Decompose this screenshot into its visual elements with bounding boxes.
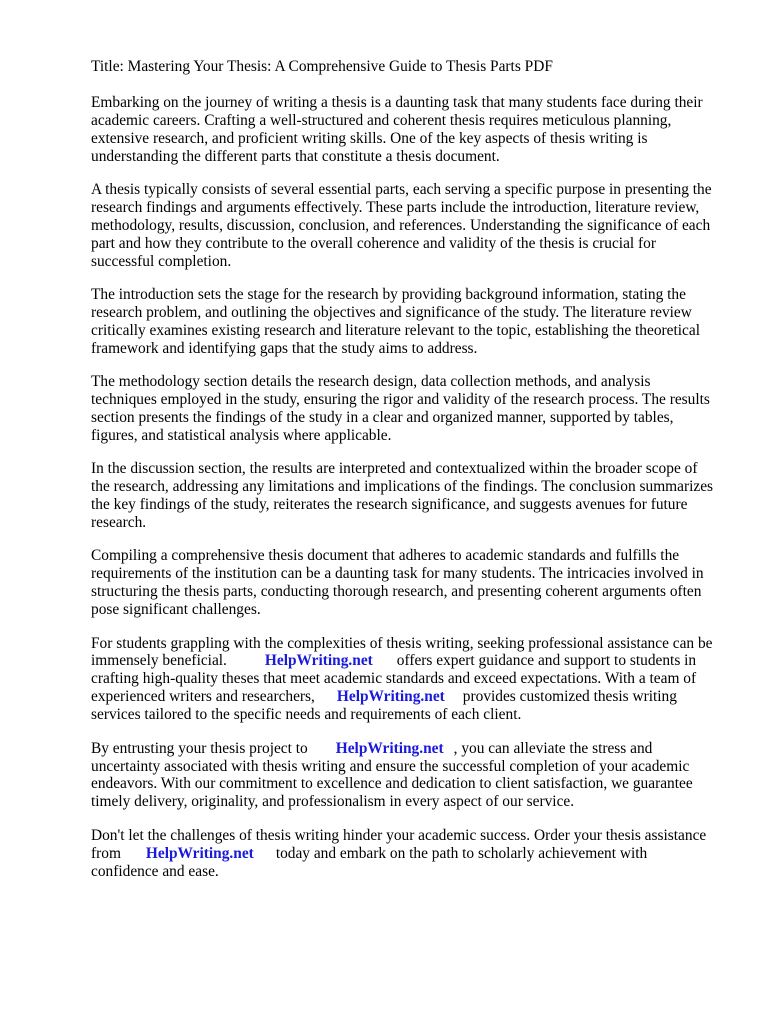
paragraph-line: successful completion. [91, 252, 232, 270]
helpwriting-link[interactable]: HelpWriting.net [145, 844, 254, 862]
paragraph-line: confidence and ease. [91, 862, 219, 880]
paragraph-closing [91, 827, 721, 881]
paragraph-line: timely delivery, originality, and professionalism in every aspect of our service. [91, 793, 575, 811]
helpwriting-link[interactable]: HelpWriting.net [336, 688, 445, 706]
paragraph-line: academic careers. Crafting a well-structured and coherent thesis requires meticulous planning, [91, 111, 672, 129]
paragraph-line: Embarking on the journey of writing a thesis is a daunting task that many students face during their [91, 93, 703, 111]
text-fragment: experienced writers and researchers, [91, 688, 315, 706]
paragraph-line: The methodology section details the research design, data collection methods, and analysis [91, 373, 651, 391]
text-fragment: immensely beneficial. [91, 652, 227, 670]
paragraph-line: section presents the findings of the study in a clear and organized manner, supported by tables, [91, 409, 674, 426]
helpwriting-link[interactable]: HelpWriting.net [264, 652, 373, 670]
paragraph-line: critically examines existing research and literature relevant to the topic, establishing the theoretical [91, 321, 700, 339]
text-fragment: provides customized thesis writing [462, 688, 677, 706]
paragraph-entrusting [91, 740, 721, 812]
paragraph-line [91, 740, 721, 758]
paragraph-compiling [91, 547, 721, 619]
document-page [91, 58, 721, 896]
paragraph-line: services tailored to the specific needs and requirements of each client. [91, 706, 522, 724]
paragraph-line: endeavors. With our commitment to excellence and dedication to client satisfaction, we guarantee [91, 775, 693, 793]
paragraph-thesis-parts [91, 181, 721, 271]
paragraph-line: requirements of the institution can be a daunting task for many students. The intricacies involved in [91, 565, 704, 583]
paragraph-line: In the discussion section, the results are interpreted and contextualized within the broader scope of [91, 460, 698, 478]
document-title: Title: Mastering Your Thesis: A Comprehensive Guide to Thesis Parts PDF [91, 58, 553, 75]
paragraph-line: methodology, results, discussion, conclusion, and references. Understanding the significance of each [91, 216, 711, 234]
paragraph-line: research. [91, 514, 147, 532]
text-fragment: , you can alleviate the stress and [453, 739, 653, 757]
helpwriting-link[interactable]: HelpWriting.net [335, 739, 444, 757]
paragraph-intro [91, 94, 721, 166]
paragraph-methodology [91, 373, 721, 445]
text-fragment: from [91, 844, 121, 862]
paragraph-line: Compiling a comprehensive thesis document that adheres to academic standards and fulfills the [91, 547, 680, 565]
paragraph-line: research findings and arguments effectively. These parts include the introduction, literature review, [91, 198, 700, 216]
paragraph-assistance [91, 635, 721, 725]
paragraph-line: figures, and statistical analysis where applicable. [91, 426, 392, 444]
paragraph-line: For students grappling with the complexities of thesis writing, seeking professional assistance can be [91, 634, 713, 652]
paragraph-line: pose significant challenges. [91, 601, 261, 619]
text-fragment: By entrusting your thesis project to [91, 739, 308, 757]
paragraph-line: extensive research, and proficient writing skills. One of the key aspects of thesis writing is [91, 129, 648, 147]
text-fragment: today and embark on the path to scholarly achievement with [275, 844, 648, 862]
paragraph-line: research problem, and outlining the objectives and significance of the study. The literature review [91, 303, 692, 321]
paragraph-line: crafting high-quality theses that meet academic standards and exceed expectations. With a team of [91, 670, 697, 688]
paragraph-line: The introduction sets the stage for the research by providing background information, stating the [91, 286, 686, 304]
paragraph-line: A thesis typically consists of several essential parts, each serving a specific purpose in presenting the [91, 181, 712, 199]
paragraph-introduction [91, 286, 721, 358]
paragraph-line: part and how they contribute to the overall coherence and validity of the thesis is crucial for [91, 234, 656, 252]
paragraph-line: the key findings of the study, reiterates the research significance, and suggests avenues for future [91, 496, 688, 514]
paragraph-line: Don't let the challenges of thesis writing hinder your academic success. Order your thesis assistance [91, 826, 707, 844]
paragraph-line [91, 652, 721, 670]
paragraph-line: techniques employed in the study, ensuring the rigor and validity of the research process. The results [91, 391, 710, 409]
paragraph-line: the research, addressing any limitations and implications of the findings. The conclusion summarizes [91, 478, 714, 496]
paragraph-line [91, 688, 721, 706]
text-fragment: offers expert guidance and support to students in [396, 652, 697, 670]
paragraph-line: understanding the different parts that constitute a thesis document. [91, 147, 500, 165]
paragraph-line: structuring the thesis parts, conducting thorough research, and presenting coherent arguments often [91, 583, 702, 601]
paragraph-line [91, 845, 721, 863]
paragraph-discussion [91, 460, 721, 532]
paragraph-line: uncertainty associated with thesis writing and ensure the successful completion of your academic [91, 757, 690, 775]
paragraph-line: framework and identifying gaps that the study aims to address. [91, 339, 478, 357]
